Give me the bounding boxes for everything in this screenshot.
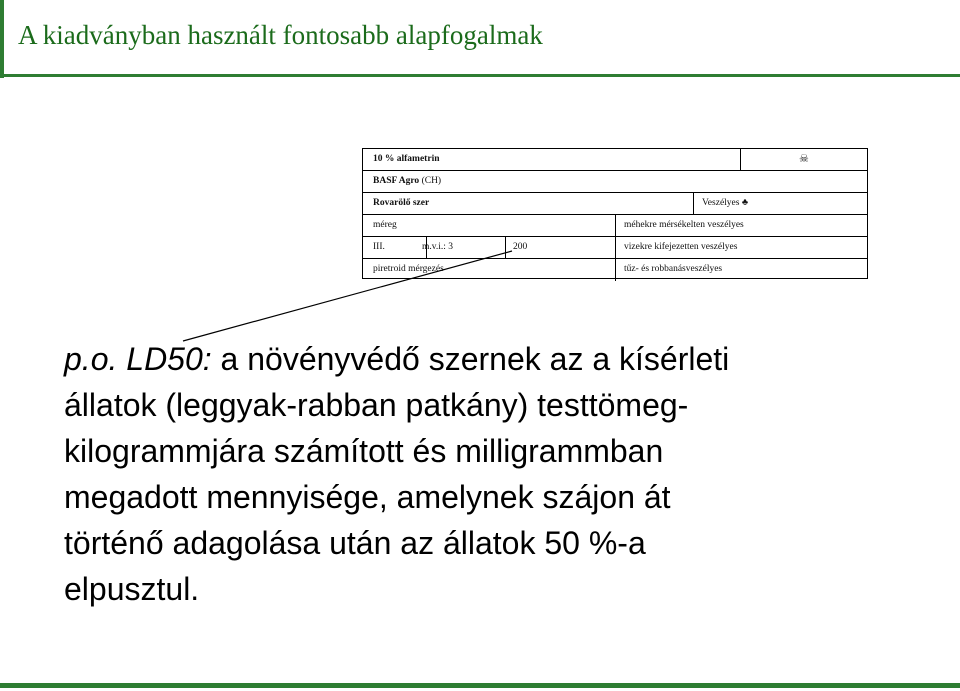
label-poisoning: piretroid mérgezés [373,264,444,274]
label-product: 10 % alfametrin [373,154,440,164]
definition-term: p.o. LD50: [64,341,212,377]
label-bees: méhekre mérsékelten veszélyes [624,220,744,230]
label-class: III. [373,242,385,252]
definition-line: állatok (leggyak-rabban patkány) testtömeg- [64,387,689,423]
definition-line: megadott mennyisége, amelynek szájon át [64,479,671,515]
definition-line: p.o. LD50: a növényvédő szernek az a kísérleti [64,341,730,377]
label-danger: Veszélyes ♣ [702,198,749,208]
definition-line: kilogrammjára számított és milligrammban [64,433,664,469]
label-fire: tűz- és robbanásveszélyes [624,264,723,274]
definition-line: történő adagolása után az állatok 50 %-a [64,525,646,561]
danger-icon: ♣ [741,198,749,208]
label-water: vizekre kifejezetten veszélyes [624,242,738,252]
label-ld50-value: 200 [513,242,528,252]
page-title: A kiadványban használt fontosabb alapfogalmak [18,20,543,50]
label-manufacturer: BASF Agro (CH) [373,176,442,186]
label-poison: méreg [373,220,397,230]
skull-icon: ☠ [799,153,809,165]
ld50-definition [64,336,944,612]
footer-divider [0,683,960,688]
label-waiting-period: m.v.i.: 3 [422,242,454,252]
label-category: Rovarölő szer [373,198,430,208]
definition-line: elpusztul. [64,571,200,607]
